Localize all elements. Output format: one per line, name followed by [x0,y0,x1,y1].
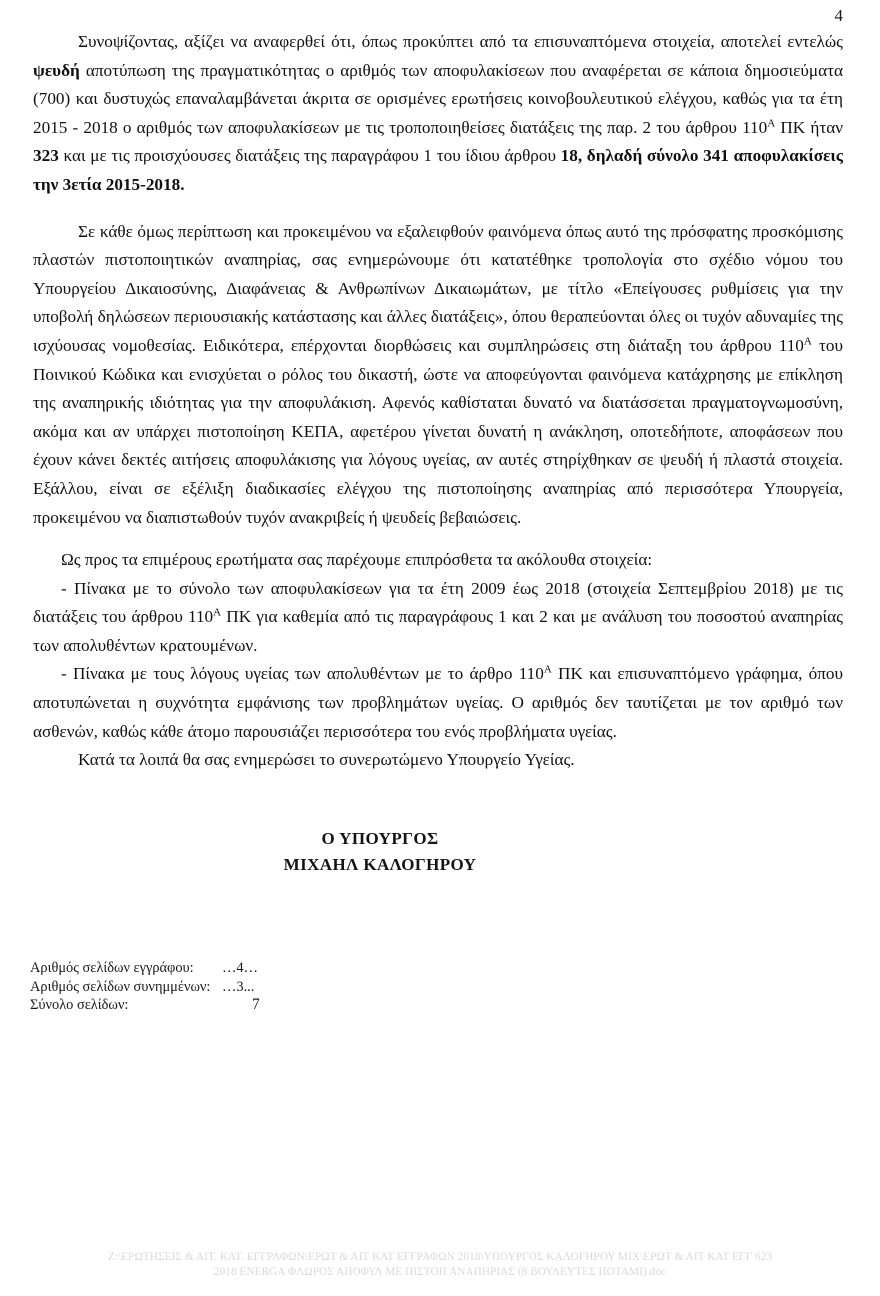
paragraph-1-segment-2: αποτύπωση της πραγματικότητας ο αριθμός των αποφυλακίσεων που αναφέρεται σε κάποια δημοσιεύματα (700) και δυστυχώς επαναλαμβάνεται άκριτα σε ορισμένες ερωτήσεις κοινοβουλευτικού ελέγχου, καθώς για τα έτη 2015 - 2018 ο αριθμός των αποφυλακίσεων με τις τροποποιηθείσες διατάξεις της παρ. 2 του άρθρου 110 [33,60,843,137]
paragraph-6-closing: Κατά τα λοιπά θα σας ενημερώσει το συνερωτώμενο Υπουργείο Υγείας. [78,750,575,770]
paragraph-1-bold-pseudi: ψευδή [33,60,80,80]
page-count-summary [30,959,260,1015]
paragraph-3-intro: Ως προς τα επιμέρους ερωτήματα σας παρέχουμε επιπρόσθετα τα ακόλουθα στοιχεία: [61,550,653,570]
paragraph-4-bullet-table-1 [33,575,843,661]
paragraph-1 [33,28,843,200]
paragraph-1-segment-3: ΠΚ ήταν [775,117,844,137]
page-count-value-document: …4… [222,960,258,976]
page-count-row-total [30,996,260,1015]
paragraph-2-segment-2: του Ποινικού Κώδικα και ενισχύεται ο ρόλος του δικαστή, ώστε να αποφεύγονται φαινόμενα κατάχρησης με επίκληση της αναπηρικής ιδιότητας για την αποφυλάκιση. Αφενός καθίσταται δυνατό να διατάσσεται πραγματογνωμοσύνη, ακόμα και αν υπάρχει πιστοποίηση ΚΕΠΑ, αφετέρου γίνεται δυνατή η ανάκληση, οποτεδήποτε, αποφάσεων που έχουν κάνει δεκτές αιτήσεις αποφυλάκισης για λόγους υγείας, αν αυτές στηρίχθηκαν σε ψευδή ή πλαστά στοιχεία. Εξάλλου, είναι σε εξέλιξη διαδικασίες ελέγχου της πιστοποίησης αναπηρίας από περισσότερα Υπουργεία, προκειμένου να διαπιστωθούν τυχόν ανακριβείς ή ψευδείς βεβαιώσεις. [33,335,843,527]
paragraph-1-segment-1: Συνοψίζοντας, αξίζει να αναφερθεί ότι, όπως προκύπτει από τα επισυναπτόμενα στοιχεία, αποτελεί εντελώς [78,32,843,51]
paragraph-4-segment-1: - Πίνακα με το σύνολο των αποφυλακίσεων για τα έτη 2009 έως 2018 (στοιχεία Σεπτεμβρίου 2018) με τις διατάξεις του άρθρου 110 [33,578,843,627]
paragraph-1-bold-total: 18, δηλαδή σύνολο 341 αποφυλακίσεις την 3ετία 2015-2018. [33,146,844,194]
page-count-row-attachments [30,978,260,997]
paragraph-4-segment-2: ΠΚ για καθεμία από τις παραγράφους 1 και 2 και με ανάλυση του ποσοστού αναπηρίας των απολυθέντων κρατουμένων. [33,607,843,655]
superscript-alpha-2: Α [803,335,812,348]
paragraph-2 [33,218,843,533]
document-body [33,28,843,775]
paragraph-5-bullet-table-2 [33,660,843,746]
page-count-label-total: Σύνολο σελίδων: [30,997,129,1014]
footer-file-path-line-1: Z:\ΕΡΩΤΗΣΕΙΣ & ΑΙΤ. ΚΑΤ. ΕΓΓΡΑΦΩΝ\ΕΡΩΤ & ΑΙΤ ΚΑΤ ΕΓΓΡΑΦΩΝ 2018\ΥΠΟΥΡΓΟΣ ΚΑΛΟΓΗΡΟΥ ΜΙΧ\ΕΡΩΤ & ΑΙΤ ΚΑΤ ΕΓΓ 623 [107,1251,773,1263]
superscript-alpha-4: Α [543,663,552,676]
superscript-alpha-1: Α [767,117,776,130]
paragraph-1-segment-4: και με τις προισχύουσες διατάξεις της παραγράφου 1 του ίδιου άρθρου [58,146,561,166]
page-count-value-attachments: …3... [222,978,255,995]
paragraph-2-segment-1: Σε κάθε όμως περίπτωση και προκειμένου να εξαλειφθούν φαινόμενα όπως αυτό της πρόσφατης προσκόμισης πλαστών πιστοποιητικών αναπηρίας, σας ενημερώνουμε ότι κατατέθηκε τροπολογία στο σχέδιο νόμου του Υπουργείου Δικαιοσύνης, Διαφάνειας & Ανθρωπίνων Δικαιωμάτων, με τίτλο «Επείγουσες ρυθμίσεις για την υποβολή δηλώσεων περιουσιακής κατάστασης και άλλες διατάξεις», όπου θεραπεύονται όλες οι τυχόν αδυναμίες της ισχύουσας νομοθεσίας. Ειδικότερα, επέρχονται διορθώσεις και συμπληρώσεις στη διάταξη του άρθρου 110 [33,221,843,355]
page-count-row-document [30,959,260,978]
paragraph-1-bold-323: 323 [33,146,59,166]
paragraph-5-segment-2: ΠΚ και επισυναπτόμενο γράφημα, όπου αποτυπώνεται η συχνότητα εμφάνισης των προβλημάτων υγείας. Ο αριθμός δεν ταυτίζεται με τον αριθμό των ασθενών, καθώς κάθε άτομο παρουσιάζει περισσότερα του ενός προβλήματα υγείας. [33,664,843,741]
superscript-alpha-3: Α [213,606,222,619]
signature-title: Ο ΥΠΟΥΡΓΟΣ [321,829,439,848]
footer-file-path-line-2: 2018 ENERGA ΦΛΩΡΟΣ ΑΠΟΦΥΛ ΜΕ ΠΙΣΤΟΠ ΑΝΑΠΗΡΙΑΣ (8 ΒΟΥΛΕΥΤΕΣ ΠΟΤΑΜΙ).doc [213,1266,667,1278]
page-count-value-total: 7 [252,996,260,1014]
signature-name: ΜΙΧΑΗΛ ΚΑΛΟΓΗΡΟΥ [283,855,477,874]
signature-block [0,826,880,878]
page-count-label-document: Αριθμός σελίδων εγγράφου: [30,960,194,976]
paragraph-5-segment-1: - Πίνακα με τους λόγους υγείας των απολυθέντων με το άρθρο 110 [61,664,544,684]
footer-file-path [0,1250,880,1280]
page-number: 4 [834,6,843,25]
page-count-label-attachments: Αριθμός σελίδων συνημμένων: [30,978,211,995]
